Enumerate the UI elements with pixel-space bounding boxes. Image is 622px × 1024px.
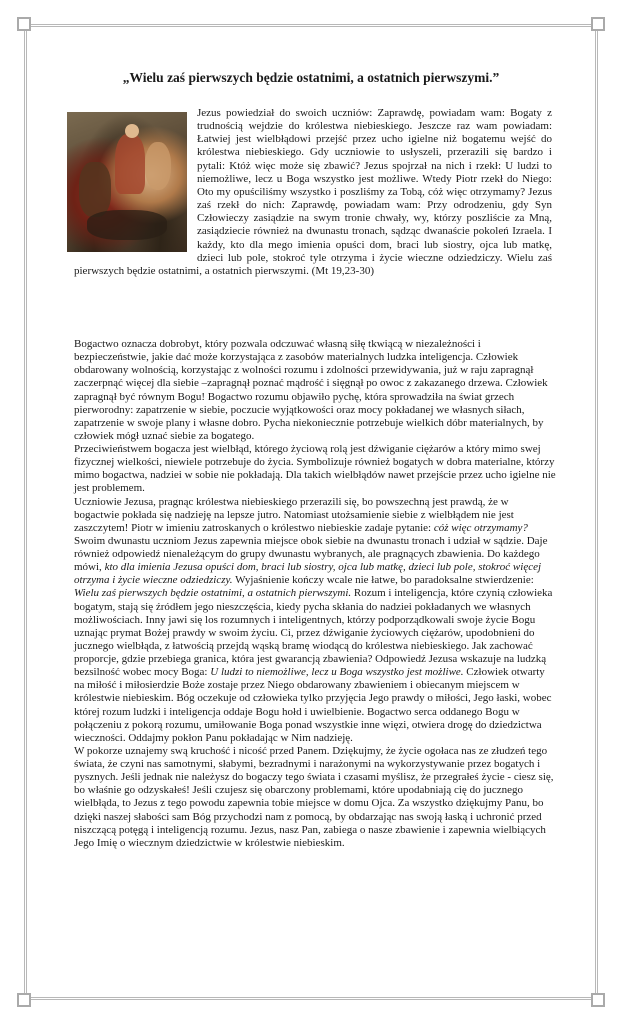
corner-ornament <box>591 17 605 31</box>
text-run: Wyjaśnienie kończy wcale nie łatwe, bo paradoksalne stwierdzenie: <box>232 574 534 587</box>
painting-image <box>67 112 187 252</box>
page-title: „Wielu zaś pierwszych będzie ostatnimi, a ostatnich pierwszymi.” <box>122 70 500 85</box>
corner-ornament <box>17 993 31 1007</box>
commentary <box>74 338 556 850</box>
quote: kto dla imienia Jezusa opuści dom, braci lub siostry, ojca lub matkę, dzieci lub pole, stokroć więcej otrzyma i życie wieczne odziedziczy. <box>74 561 542 587</box>
text-run: Człowiek otwarty na miłość i miłosierdzie Boże zostaje przez Niego obdarowany zbawieniem i obiecanym miejscem w królestwie niebieskim. Bóg oczekuje od człowieka tylko przyjęcia Jego prawdy o miłości, Jego łaski, wobec której rozum ludzki i inteligencja oddaje Bogu hołd i uwielbienie. Bogactwo serca oddanego Bogu w połączeniu z pokorą rozumu, umiłowanie Boga ponad wszystkie inne więzi, otwiera drogę do dziedzictwa wieczności. Oddajmy pokłon Panu pokładając w Nim nadzieję. <box>74 666 552 744</box>
gospel-passage <box>74 107 552 278</box>
paragraph: Bogactwo oznacza dobrobyt, który pozwala odczuwać własną siłę tkwiącą w niezależności i bezpieczeństwie, jakie dać może korzystająca z zasobów materialnych ludzka inteligencja. Człowiek obdarowany wolnością, korzystając z wolności rozumu i zdolności przewidywania, już w raju zapragnął zaczerpnąć więcej dla siebie –zapragnął poznać mądrość i sięgnął po owoc z zakazanego drzewa. Człowiek zapragnął być równym Bogu! Bogactwo rozumu objawiło pychę, która sprowadziła na świat grzech pierworodny: zapatrzenie w siebie, poczucie wyjątkowości oraz mocy pokładanej we własnych siłach, zapatrzenie w swoje plany i własne dobro. Pycha niekoniecznie potrzebuje wielkich dóbr materialnych, by człowiek mógł uznać siebie za bogatego. <box>74 338 548 442</box>
quote: cóż więc otrzymamy? <box>433 521 528 534</box>
corner-ornament <box>591 993 605 1007</box>
paragraph: Przeciwieństwem bogacza jest wielbłąd, którego życiową rolą jest dźwiganie ciężarów a który mimo swej fizycznej wielkości, niewiele potrzebuje do życia. Symbolizuje również bogatych w dobra materialne, którzy mimo bogactwa, nadziei w sobie nie pokładają. Dla takich wielbłądów nawet przejście przez ucho igielne nie jest problemem. <box>74 443 556 495</box>
quote: U ludzi to niemożliwe, lecz u Boga wszystko jest możliwe. <box>210 666 464 679</box>
corner-ornament <box>17 17 31 31</box>
text-run: Rozum i inteligencja, które czynią człowieka bogatym, stają się źródłem jego nieszczęścia, kiedy pycha skłania do nadziei pokładanych we własnych możliwościach. Inny jawi się los rozumnych i inteligentnych, którzy podporządkowali swoje życie Bogu uznając prymat Bożej prawdy w swoim życiu. Ci, przez dźwiganie życiowych ciężarów, upodobnieni do jucznego wielbłąda, z łatwością przejdą wąską bramę wiodącą do królestwa niebieskiego. Jak zachować proporcje, gdzie przebiega granica, która jest gwarancją zbawienia? Odpowiedź Jezusa wskazuje na ludzką bezsilność wobec mocy Boga: <box>74 587 553 679</box>
text-run: Uczniowie Jezusa, pragnąc królestwa niebieskiego przerazili się, bo powszechną jest prawdą, że w bogactwie pokłada się nadzieję na lepsze jutro. Natomiast utożsamienie siebie z wielbłądem nie jest zaszczytem! Piotr w imieniu zatroskanych o królestwo niebieskie zadaje pytanie: <box>74 495 514 534</box>
text-run: Swoim dwunastu uczniom Jezus zapewnia miejsce obok siebie na dwunastu tronach i udział w sądzie. Daje również odpowiedź nienależącym do grupy dwunastu wybranych, ale pragnących zbawienia. Do każdego mówi, <box>74 534 548 574</box>
paragraph: W pokorze uznajemy swą kruchość i nicość przed Panem. Dziękujmy, że życie ogołaca nas ze złudzeń tego świata, że czyni nas samotnymi, słabymi, bezradnymi i narażonymi na wykorzystywanie przez bogatych i pysznych. Jeśli jednak nie należysz do bogaczy tego świata i czasami myślisz, że przegrałeś życie - ciesz się, bo właśnie go odzyskałeś! Jeśli czujesz się obarczony problemami, które upodabniają cię do jucznego wielbłąda, to Jezus z tego powodu zapewnia tobie miejsce w domu Ojca. Za wszystko dziękujmy Panu, bo dzięki naszej słabości sam Bóg przychodzi nam z pomocą, by obdarzając nas swoją łaską i uchronić przed niszczącą potęgą i inteligencją rozumu. Jezus, nasz Pan, zabiega o nasze zbawienie i zapewnia wielbiących Jego Imię o wiecznym dziedzictwie w królestwie niebieskim. <box>74 744 554 849</box>
paragraph <box>74 496 556 745</box>
quote: Wielu zaś pierwszych będzie ostatnimi, a ostatnich pierwszymi. <box>74 587 352 600</box>
gospel-text: Jezus powiedział do swoich uczniów: Zaprawdę, powiadam wam: Bogaty z trudnością wejdzie do królestwa niebieskiego. Jeszcze raz wam powiadam: Łatwiej jest wielbłądowi przejść przez ucho igielne niż bogatemu wejść do królestwa niebieskiego. Gdy uczniowie to usłyszeli, przerazili się bardzo i pytali: Któż więc może się zbawić? Jezus spojrzał na nich i rzekł: U ludzi to niemożliwe, lecz u Boga wszystko jest możliwe. Wtedy Piotr rzekł do Niego: Oto my opuściliśmy wszystko i poszliśmy za Tobą, cóż więc otrzymamy? Jezus zaś rzekł do nich: Zaprawdę, powiadam wam: Przy odrodzeniu, gdy Syn Człowieczy zasiądzie na swym tronie chwały, wy, którzy poszliście za Mną, zasiądziecie również na dwunastu tronach, sądząc dwanaście pokoleń Izraela. I każdy, kto dla mego imienia opuści dom, braci lub siostry, ojca lub matkę, dzieci lub pole, stokroć tyle otrzyma i życie wieczne odziedziczy. Wielu zaś pierwszych będzie ostatnimi, a ostatnich pierwszymi. (Mt 19,23-30) <box>74 107 552 277</box>
